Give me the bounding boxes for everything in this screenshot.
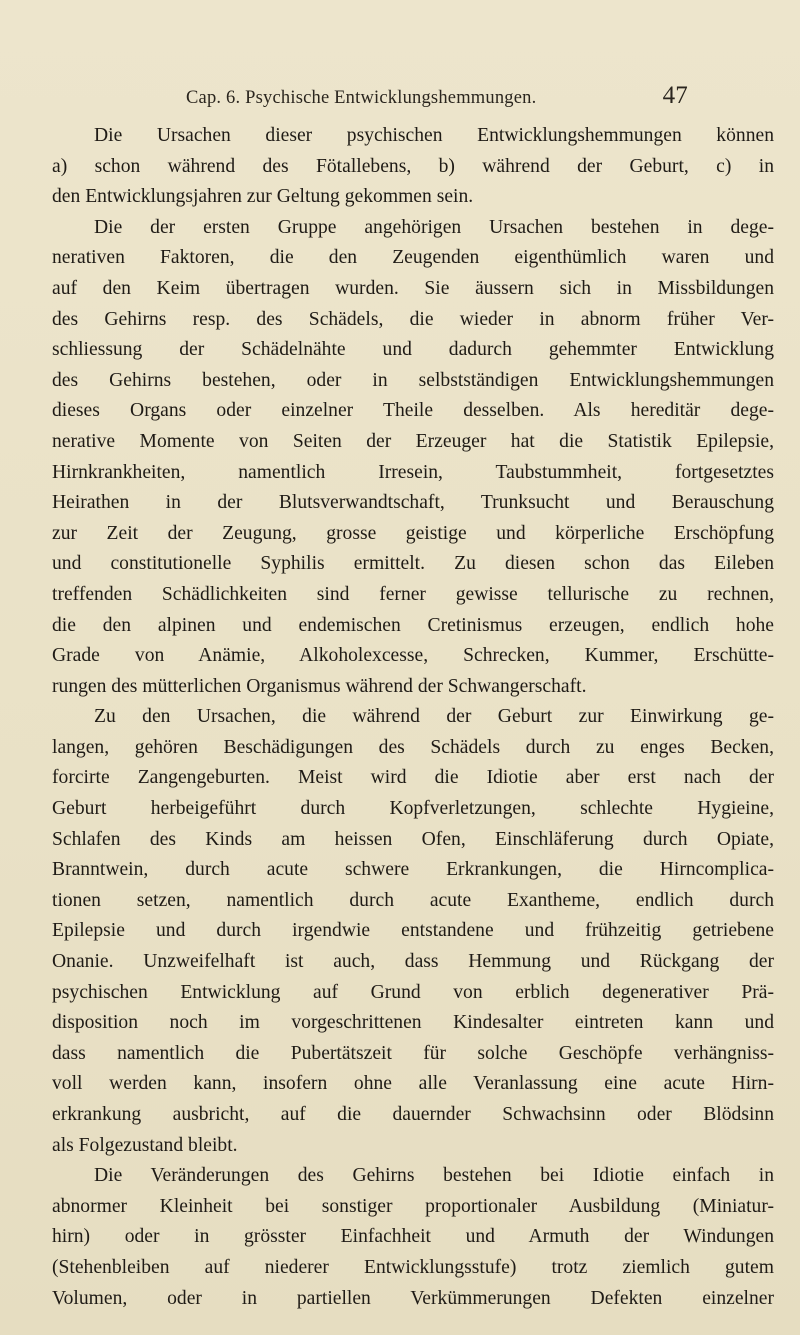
text-line: auf den Keim übertragen wurden. Sie äussern sich in Missbildungen	[52, 277, 774, 299]
text-line: psychischen Entwicklung auf Grund von erblich degenerativer Prä-	[52, 981, 774, 1003]
text-line: rungen des mütterlichen Organismus während der Schwangerschaft.	[52, 675, 587, 697]
text-line: Epilepsie und durch irgendwie entstandene und frühzeitig getriebene	[52, 920, 774, 942]
text-line: voll werden kann, insofern ohne alle Veranlassung eine acute Hirn-	[52, 1073, 774, 1095]
running-title: Cap. 6. Psychische Entwicklungshemmungen.	[186, 88, 537, 108]
text-line: Zu den Ursachen, die während der Geburt zur Einwirkung ge-	[94, 706, 774, 728]
text-line: die den alpinen und endemischen Cretinismus erzeugen, endlich hohe	[52, 614, 774, 636]
text-line: erkrankung ausbricht, auf die dauernder Schwachsinn oder Blödsinn	[52, 1104, 774, 1125]
text-line: langen, gehören Beschädigungen des Schädels durch zu enges Becken,	[52, 736, 774, 758]
text-line: Geburt herbeigeführt durch Kopfverletzungen, schlechte Hygieine,	[52, 798, 774, 820]
text-line: a) schon während des Fötallebens, b) während der Geburt, c) in	[52, 155, 774, 177]
page-number: 47	[662, 82, 688, 109]
text-line: Heirathen in der Blutsverwandtschaft, Trunksucht und Berauschung	[52, 492, 774, 514]
text-line: des Gehirns bestehen, oder in selbstständigen Entwicklungshemmungen	[52, 369, 774, 391]
text-line: Die Ursachen dieser psychischen Entwicklungshemmungen können	[94, 125, 774, 146]
text-line: tionen setzen, namentlich durch acute Exantheme, endlich durch	[52, 889, 774, 911]
text-line: disposition noch im vorgeschrittenen Kindesalter eintreten kann und	[52, 1012, 774, 1034]
text-line: Volumen, oder in partiellen Verkümmerungen Defekten einzelner	[52, 1287, 774, 1309]
text-line: und constitutionelle Syphilis ermittelt. Zu diesen schon das Eileben	[52, 553, 774, 575]
text-line: Die Veränderungen des Gehirns bestehen bei Idiotie einfach in	[94, 1165, 774, 1187]
text-line: Die der ersten Gruppe angehörigen Ursachen bestehen in dege-	[94, 216, 774, 238]
text-line: Onanie. Unzweifelhaft ist auch, dass Hemmung und Rückgang der	[52, 951, 774, 973]
text-line: Hirnkrankheiten, namentlich Irresein, Taubstummheit, fortgesetztes	[52, 461, 774, 483]
text-line: schliessung der Schädelnähte und dadurch gehemmter Entwicklung	[52, 339, 774, 361]
text-line: nerativen Faktoren, die den Zeugenden eigenthümlich waren und	[52, 247, 774, 269]
text-line: den Entwicklungsjahren zur Geltung gekommen sein.	[52, 186, 474, 208]
text-line: dass namentlich die Pubertätszeit für solche Geschöpfe verhängniss-	[52, 1042, 774, 1064]
body-text	[52, 121, 774, 1314]
text-line: zur Zeit der Zeugung, grosse geistige und körperliche Erschöpfung	[52, 522, 774, 544]
running-header	[186, 82, 746, 116]
text-line: hirn) oder in grösster Einfachheit und Armuth der Windungen	[52, 1226, 774, 1248]
text-line: dieses Organs oder einzelner Theile desselben. Als hereditär dege-	[52, 400, 774, 422]
text-line: als Folgezustand bleibt.	[52, 1134, 238, 1156]
text-line: Branntwein, durch acute schwere Erkrankungen, die Hirncomplica-	[52, 859, 774, 881]
text-line: (Stehenbleiben auf niederer Entwicklungsstufe) trotz ziemlich gutem	[52, 1256, 774, 1278]
text-line: Schlafen des Kinds am heissen Ofen, Einschläferung durch Opiate,	[52, 828, 774, 850]
text-line: nerative Momente von Seiten der Erzeuger hat die Statistik Epilepsie,	[52, 430, 774, 452]
text-line: treffenden Schädlichkeiten sind ferner gewisse tellurische zu rechnen,	[52, 583, 774, 605]
text-line: Grade von Anämie, Alkoholexcesse, Schrecken, Kummer, Erschütte-	[52, 645, 774, 667]
text-line: abnormer Kleinheit bei sonstiger proportionaler Ausbildung (Miniatur-	[52, 1195, 774, 1217]
text-line: des Gehirns resp. des Schädels, die wieder in abnorm früher Ver-	[52, 308, 774, 330]
text-line: forcirte Zangengeburten. Meist wird die Idiotie aber erst nach der	[52, 767, 774, 789]
